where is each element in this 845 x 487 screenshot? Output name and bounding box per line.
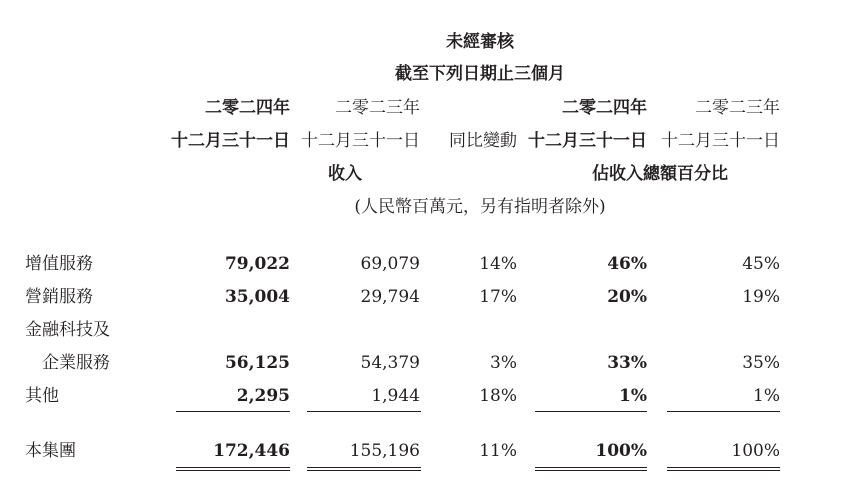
total-v2023: 155,196 (349, 441, 420, 461)
cell-yoy: 3% (490, 353, 517, 373)
total-label: 本集團 (25, 441, 76, 461)
cell-p2023: 35% (742, 353, 780, 373)
cell-v2023: 69,079 (360, 254, 420, 274)
col2-date: 十二月三十一日 (301, 131, 420, 151)
row-label: 營銷服務 (25, 287, 93, 307)
cell-yoy: 14% (479, 254, 517, 274)
subtotal-rule (307, 411, 421, 412)
row-label: 金融科技及 (25, 320, 110, 340)
cell-p2024: 33% (607, 353, 647, 373)
col5-year: 二零二三年 (695, 98, 780, 118)
total-yoy: 11% (479, 441, 517, 461)
cell-p2024: 1% (619, 386, 647, 406)
pct-label: 佔收入總額百分比 (592, 164, 728, 184)
cell-p2023: 45% (742, 254, 780, 274)
subtotal-rule (176, 411, 290, 412)
row-label-cont: 企業服務 (42, 353, 110, 373)
row-label: 增值服務 (25, 254, 93, 274)
cell-p2024: 20% (607, 287, 647, 307)
col4-year: 二零二四年 (562, 98, 647, 118)
total-double-rule (535, 470, 647, 471)
col5-date: 十二月三十一日 (661, 131, 780, 151)
cell-yoy: 17% (479, 287, 517, 307)
col2-year: 二零二三年 (335, 98, 420, 118)
total-double-rule (176, 470, 290, 471)
col3-label: 同比變動 (449, 131, 517, 151)
total-p2024: 100% (595, 441, 647, 461)
subtotal-rule (535, 411, 647, 412)
subtotal-rule (667, 411, 780, 412)
unaudited-heading: 未經審核 (446, 32, 514, 52)
total-v2024: 172,446 (213, 441, 290, 461)
cell-p2024: 46% (607, 254, 647, 274)
total-double-rule (307, 467, 421, 468)
total-double-rule (535, 467, 647, 468)
cell-p2023: 19% (742, 287, 780, 307)
unit-note: (人民幣百萬元，另有指明者除外) (354, 197, 606, 217)
cell-v2023: 1,944 (371, 386, 420, 406)
cell-p2023: 1% (753, 386, 780, 406)
cell-v2024: 56,125 (224, 353, 290, 373)
total-double-rule (667, 467, 780, 468)
cell-v2024: 79,022 (224, 254, 290, 274)
cell-v2024: 2,295 (236, 386, 290, 406)
cell-yoy: 18% (479, 386, 517, 406)
total-double-rule (307, 470, 421, 471)
revenue-label: 收入 (328, 164, 362, 184)
cell-v2023: 54,379 (360, 353, 420, 373)
col1-date: 十二月三十一日 (171, 131, 290, 151)
col1-year: 二零二四年 (205, 98, 290, 118)
row-label: 其他 (25, 386, 59, 406)
total-p2023: 100% (731, 441, 780, 461)
cell-v2024: 35,004 (224, 287, 290, 307)
col4-date: 十二月三十一日 (528, 131, 647, 151)
total-double-rule (667, 470, 780, 471)
cell-v2023: 29,794 (360, 287, 420, 307)
total-double-rule (176, 467, 290, 468)
period-heading: 截至下列日期止三個月 (395, 64, 565, 84)
